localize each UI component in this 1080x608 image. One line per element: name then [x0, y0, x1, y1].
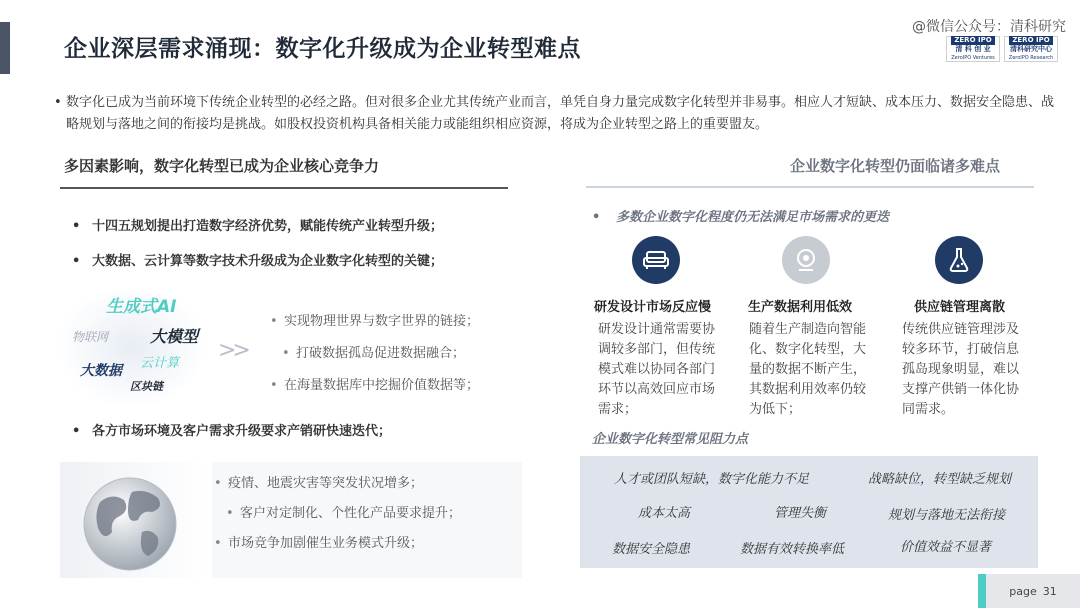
barrier-item: 数据有效转换率低 — [740, 542, 845, 557]
left-bullet: • 十四五规划提出打造数字经济优势，赋能传统产业转型升级； — [72, 219, 444, 234]
tech-point: • 实现物理世界与数字世界的链接； — [270, 314, 480, 329]
tech-word: 生成式AI — [106, 297, 177, 317]
barrier-heading: 企业数字化转型常见阻力点 — [592, 432, 749, 447]
sofa-icon — [643, 249, 669, 271]
right-divider — [586, 186, 1034, 188]
difficulty-icon-circle — [632, 236, 680, 284]
left-bullet: • 大数据、云计算等数字技术升级成为企业数字化转型的关键； — [72, 254, 444, 269]
logo-ventures: ZERO IPO 清 科 创 业 ZeroIPO Ventures — [946, 36, 1000, 62]
globe-image — [60, 462, 210, 578]
logo-research: ZERO IPO 清科研究中心 ZeroIPO Research — [1004, 36, 1058, 62]
left-section-heading: 多因素影响，数字化转型已成为企业核心竞争力 — [64, 157, 380, 175]
difficulty-icon-circle — [782, 236, 830, 284]
watermark: @微信公众号：清科研究 — [912, 19, 1066, 35]
barrier-item: 价值效益不显著 — [900, 540, 992, 555]
page-title: 企业深层需求涌现：数字化升级成为企业转型难点 — [64, 36, 581, 62]
right-section-heading: 企业数字化转型仍面临诸多难点 — [790, 157, 1001, 175]
tech-point: • 在海量数据库中挖掘价值数据等； — [270, 378, 480, 393]
difficulty-body: 研发设计通常需要协调较多部门，但传统模式难以协同各部门环节以高效回应市场需求； — [598, 322, 716, 417]
difficulty-icon-circle — [935, 236, 983, 284]
barrier-item: 战略缺位，转型缺乏规划 — [868, 472, 1012, 487]
difficulty-title: 供应链管理离散 — [914, 300, 1006, 315]
barrier-item: 成本太高 — [638, 506, 691, 521]
difficulty-title: 生产数据利用低效 — [748, 300, 853, 315]
market-point: • 市场竞争加剧催生业务模式升级； — [214, 536, 424, 551]
difficulty-title: 研发设计市场反应慢 — [594, 300, 712, 315]
barrier-item: 数据安全隐患 — [612, 542, 691, 557]
barrier-item: 人才或团队短缺，数字化能力不足 — [614, 472, 810, 487]
tech-word-cloud — [62, 288, 202, 406]
tech-word: 大数据 — [80, 363, 122, 379]
difficulty-body: 随着生产制造向智能化、数字化转型，大量的数据不断产生，其数据利用效率仍较为低下； — [749, 322, 867, 417]
intro-paragraph: • 数字化已成为当前环境下传统企业转型的必经之路。但对很多企业尤其传统产业而言，单凭自身力量完成数字化转型并非易事。相应人才短缺、成本压力、数据安全隐患、战略规划与落地之间的衔接均是挑战。如股权投资机构具备相关能力或能组织相应资源，将成为企业转型之路上的重要盟友。 — [66, 92, 1056, 136]
page-label: page — [1009, 584, 1037, 598]
title-accent-bar — [0, 22, 10, 74]
market-point: • 客户对定制化、个性化产品要求提升； — [226, 506, 462, 521]
market-point: • 疫情、地震灾害等突发状况增多； — [214, 476, 424, 491]
logo-group — [946, 36, 1058, 62]
page-number-tab — [978, 574, 1080, 608]
tech-word: 物联网 — [72, 330, 109, 344]
difficulty-body: 传统供应链管理涉及较多环节，打破信息孤岛现象明显，难以支撑产供销一体化协同需求。 — [902, 322, 1020, 417]
double-chevron-icon: >> — [218, 338, 247, 363]
webcam-icon — [793, 247, 819, 273]
barrier-panel — [580, 456, 1038, 568]
tech-word: 区块链 — [130, 380, 163, 393]
page-number: 31 — [1042, 584, 1057, 598]
left-divider — [60, 187, 508, 189]
tech-word: 云计算 — [140, 356, 180, 371]
tech-word: 大模型 — [150, 327, 199, 346]
left-bullet: • 各方市场环境及客户需求升级要求产销研快速迭代； — [72, 424, 392, 439]
bullet-dot: • — [54, 95, 62, 110]
globe-icon — [60, 462, 210, 578]
barrier-item: 管理失衡 — [774, 506, 827, 521]
tech-point: • 打破数据孤岛促进数据融合； — [282, 346, 466, 361]
flask-icon — [948, 247, 970, 273]
barrier-item: 规划与落地无法衔接 — [888, 508, 1006, 523]
right-bullet: • 多数企业数字化程度仍无法满足市场需求的更迭 — [592, 210, 890, 225]
